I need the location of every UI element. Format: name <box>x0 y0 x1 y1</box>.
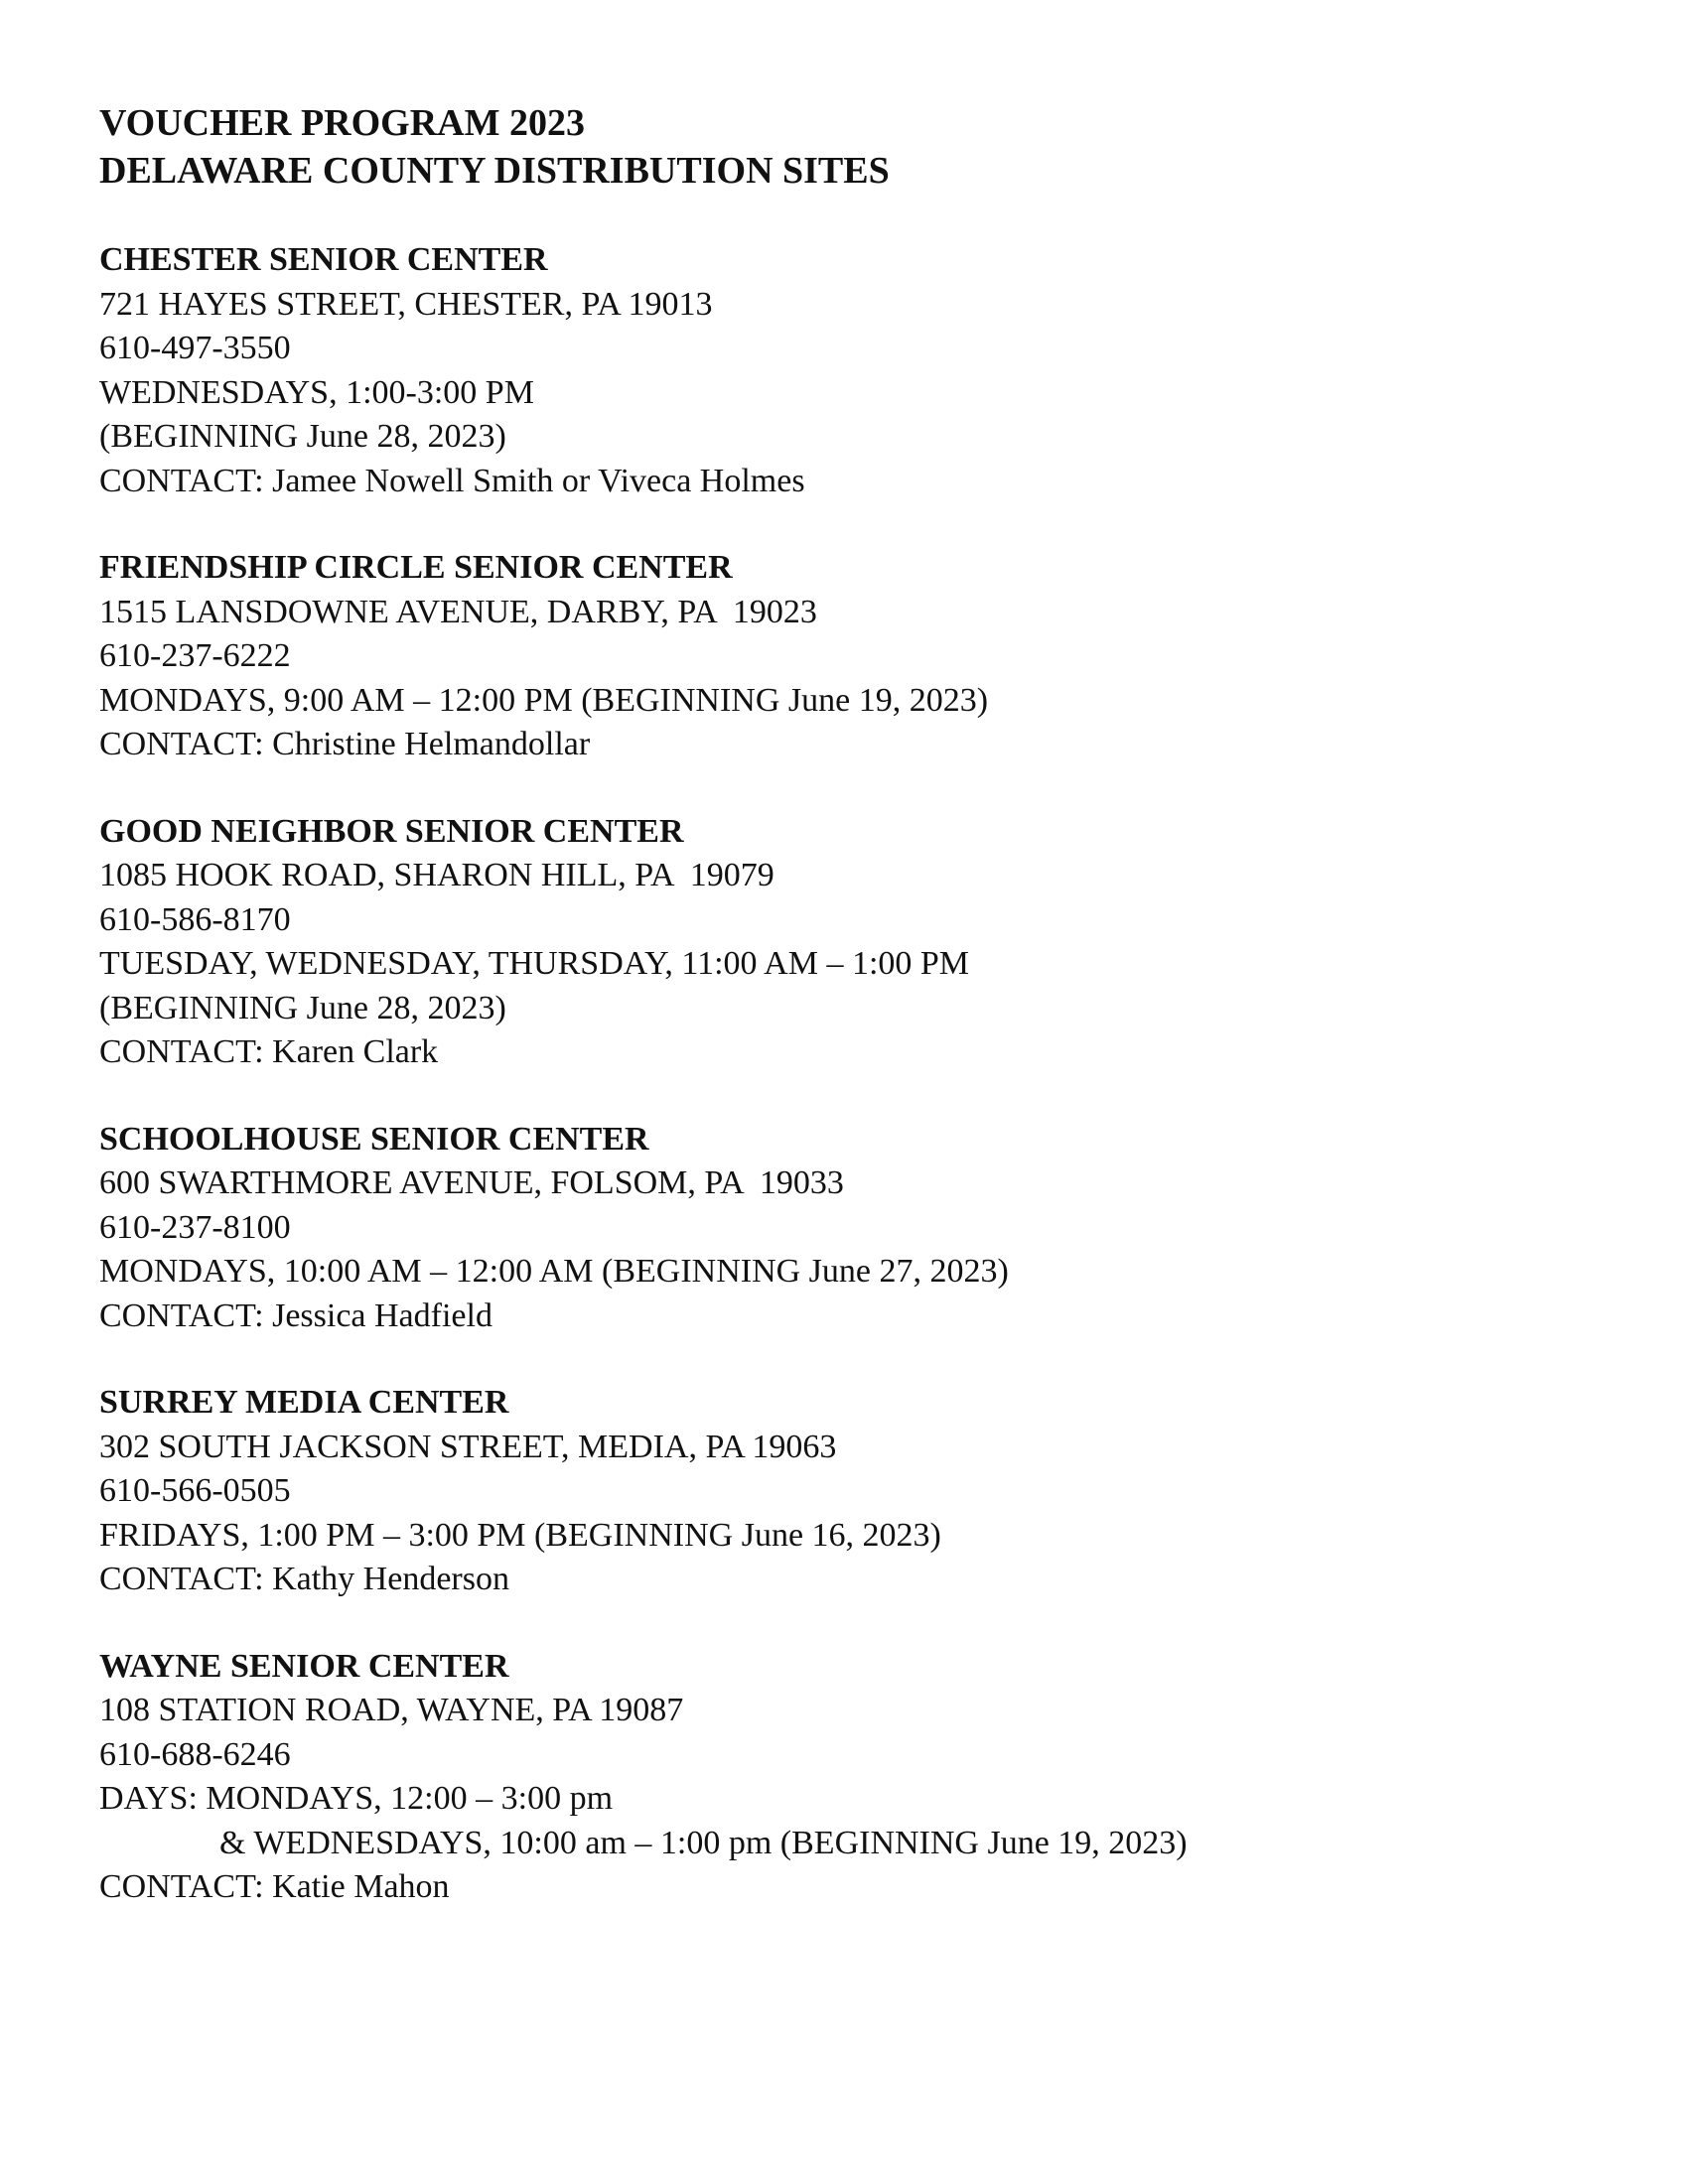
site-contact: CONTACT: Jamee Nowell Smith or Viveca Holmes <box>99 462 805 499</box>
document-title-line1: VOUCHER PROGRAM 2023 <box>99 102 585 144</box>
site-hours: DAYS: MONDAYS, 12:00 – 3:00 pm <box>99 1780 614 1817</box>
site-friendship-circle-senior-center <box>99 546 1589 767</box>
site-surrey-media-center <box>99 1381 1589 1602</box>
site-hours: TUESDAY, WEDNESDAY, THURSDAY, 11:00 AM – 1:00 PM <box>99 945 970 982</box>
site-contact: CONTACT: Karen Clark <box>99 1033 439 1070</box>
site-phone: 610-688-6246 <box>99 1735 291 1773</box>
site-address: 600 SWARTHMORE AVENUE, FOLSOM, PA 19033 <box>99 1164 844 1201</box>
site-name: CHESTER SENIOR CENTER <box>99 241 548 278</box>
site-hours-continued: & WEDNESDAYS, 10:00 am – 1:00 pm (BEGINNING June 19, 2023) <box>219 1824 1188 1861</box>
site-name: SCHOOLHOUSE SENIOR CENTER <box>99 1120 649 1158</box>
site-phone: 610-237-6222 <box>99 637 291 674</box>
site-hours: MONDAYS, 10:00 AM – 12:00 AM (BEGINNING June 27, 2023) <box>99 1253 1009 1290</box>
site-wayne-senior-center <box>99 1645 1589 1910</box>
site-phone: 610-237-8100 <box>99 1208 291 1246</box>
site-name: FRIENDSHIP CIRCLE SENIOR CENTER <box>99 549 733 586</box>
site-contact: CONTACT: Katie Mahon <box>99 1868 450 1905</box>
site-good-neighbor-senior-center <box>99 810 1589 1075</box>
site-hours: MONDAYS, 9:00 AM – 12:00 PM (BEGINNING June 19, 2023) <box>99 681 989 719</box>
site-phone: 610-586-8170 <box>99 900 291 938</box>
site-hours: FRIDAYS, 1:00 PM – 3:00 PM (BEGINNING June 16, 2023) <box>99 1516 941 1554</box>
site-address: 302 SOUTH JACKSON STREET, MEDIA, PA 19063 <box>99 1428 837 1465</box>
site-phone: 610-566-0505 <box>99 1472 291 1509</box>
site-beginning: (BEGINNING June 28, 2023) <box>99 418 506 455</box>
site-name: SURREY MEDIA CENTER <box>99 1384 509 1421</box>
site-phone: 610-497-3550 <box>99 330 291 366</box>
site-schoolhouse-senior-center <box>99 1118 1589 1339</box>
site-contact: CONTACT: Kathy Henderson <box>99 1561 509 1597</box>
site-contact: CONTACT: Christine Helmandollar <box>99 726 591 762</box>
site-chester-senior-center <box>99 238 1589 503</box>
site-address: 1515 LANSDOWNE AVENUE, DARBY, PA 19023 <box>99 593 817 630</box>
document-header <box>99 99 1589 195</box>
site-contact: CONTACT: Jessica Hadfield <box>99 1297 492 1334</box>
site-address: 721 HAYES STREET, CHESTER, PA 19013 <box>99 285 713 323</box>
site-name: WAYNE SENIOR CENTER <box>99 1647 509 1685</box>
document-page <box>99 99 1589 1953</box>
document-title-line2: DELAWARE COUNTY DISTRIBUTION SITES <box>99 150 890 192</box>
site-address: 108 STATION ROAD, WAYNE, PA 19087 <box>99 1692 684 1728</box>
site-address: 1085 HOOK ROAD, SHARON HILL, PA 19079 <box>99 857 774 893</box>
site-hours: WEDNESDAYS, 1:00-3:00 PM <box>99 373 534 411</box>
site-beginning: (BEGINNING June 28, 2023) <box>99 989 506 1026</box>
site-name: GOOD NEIGHBOR SENIOR CENTER <box>99 812 684 850</box>
